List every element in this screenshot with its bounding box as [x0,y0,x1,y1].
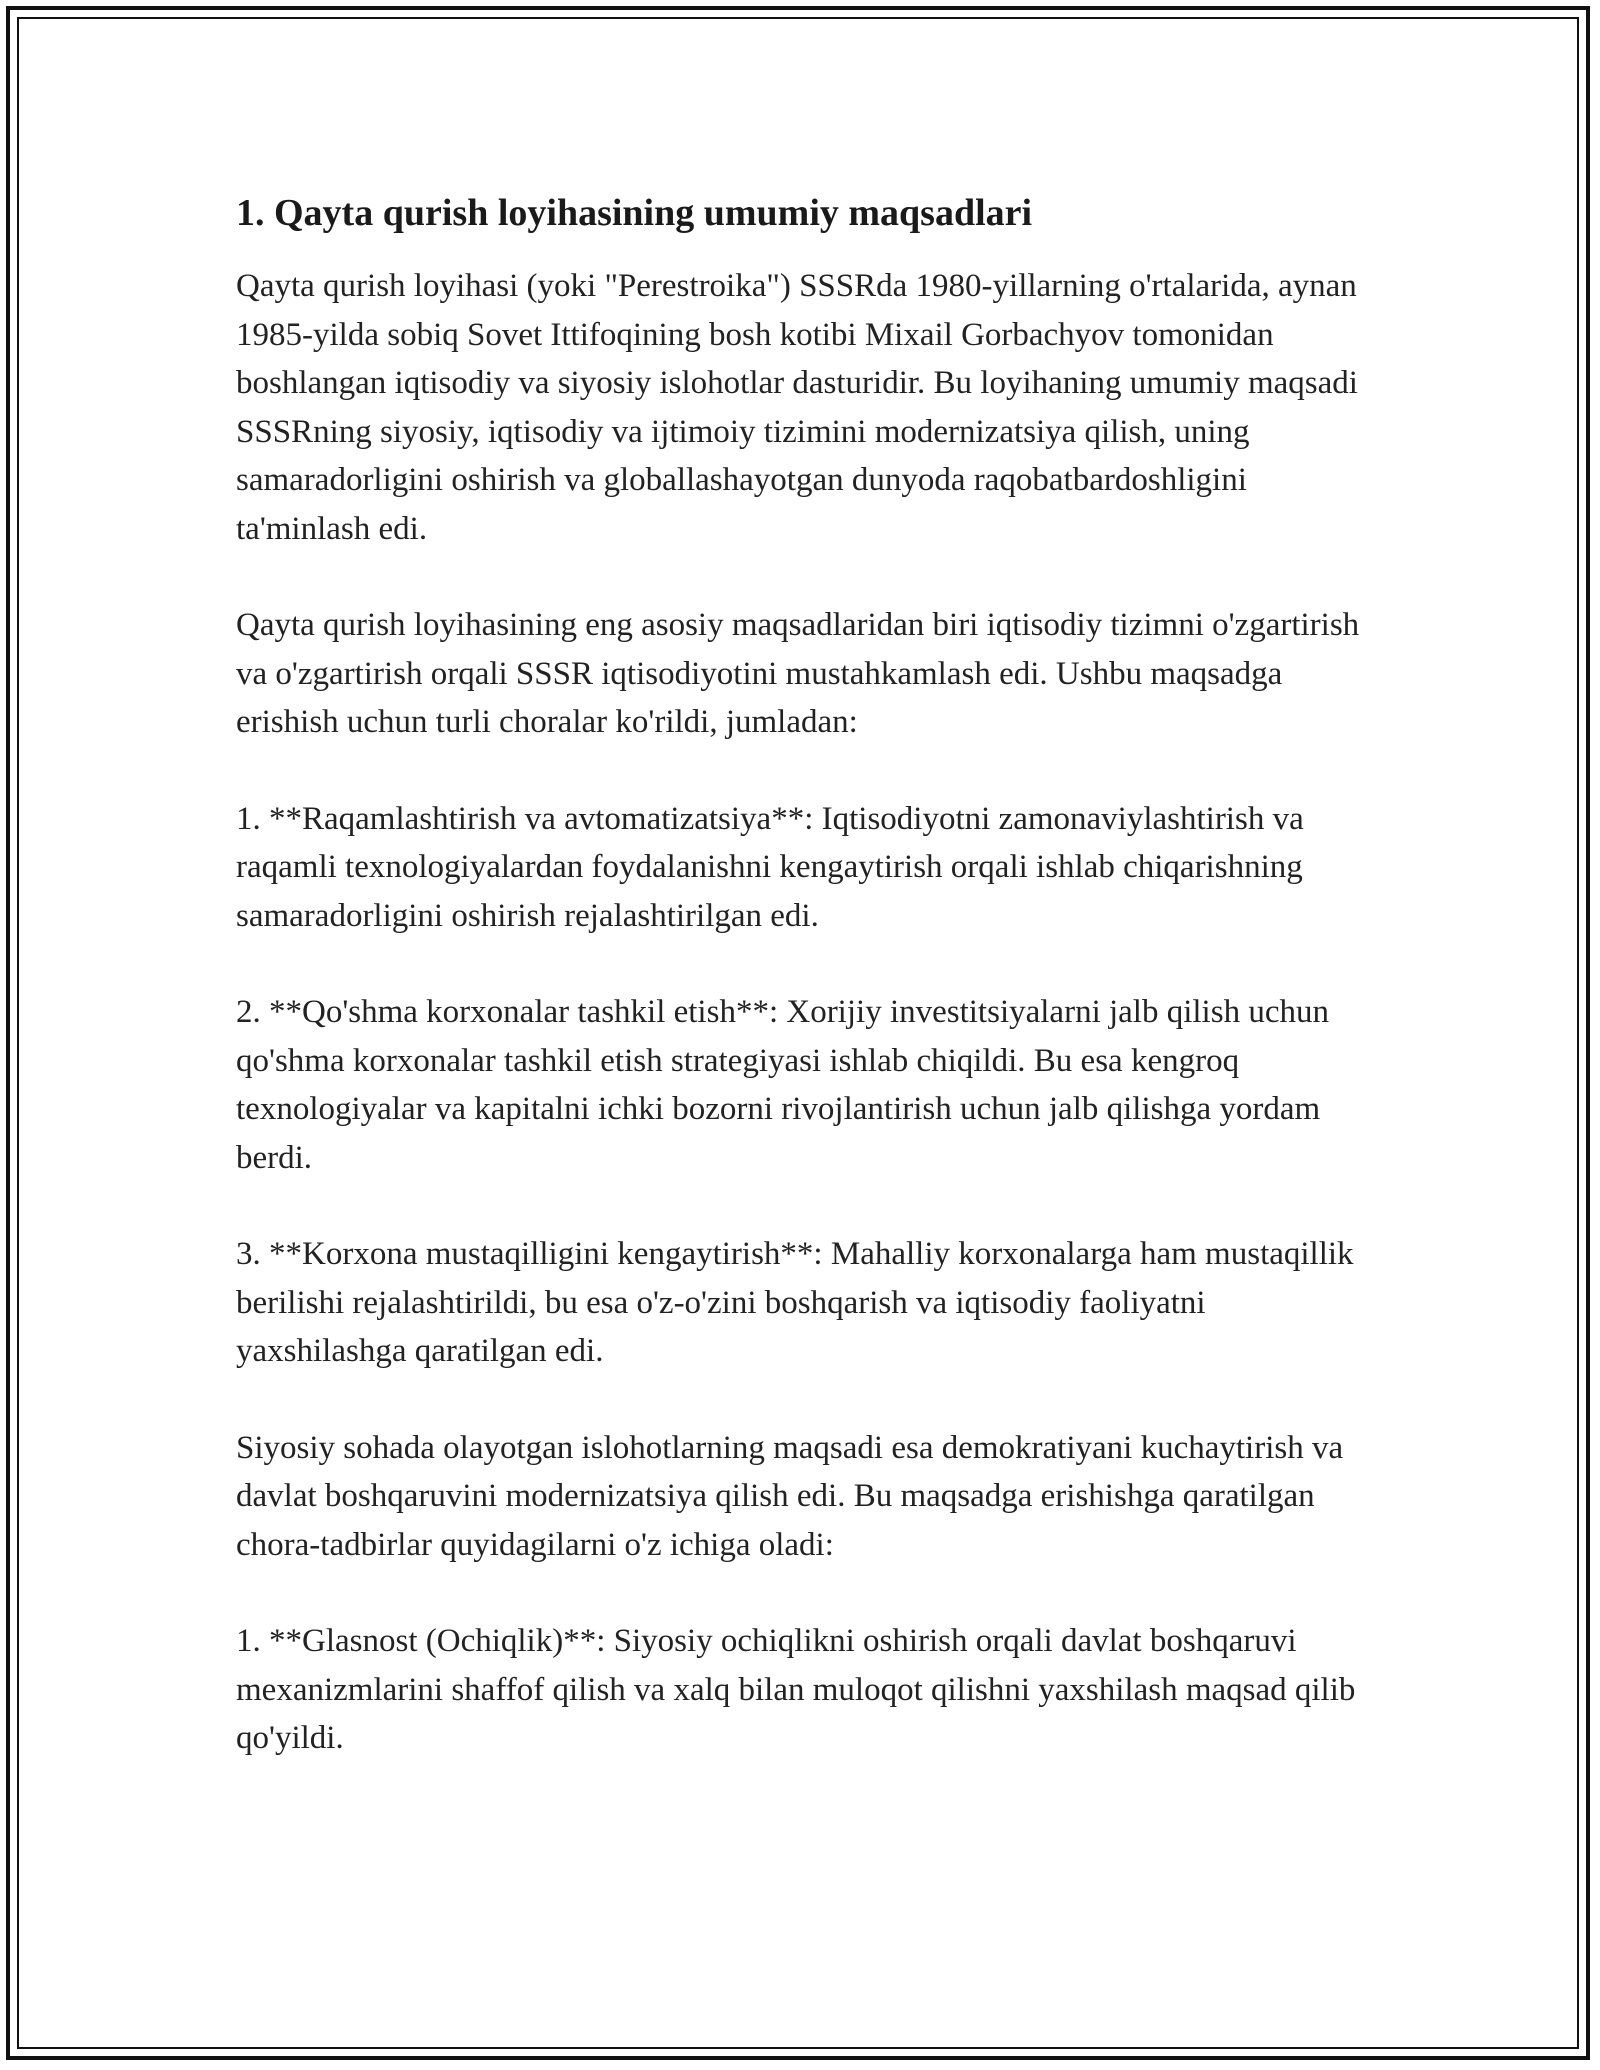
paragraph-political-goals: Siyosiy sohada olayotgan islohotlarning maqsadi esa demokratiyani kuchaytirish va davlat boshqaruvini modernizatsiya qilish edi. Bu maqsadga erishishga qaratilgan chora-tadbirlar quyidagilarni o'z ichiga oladi: [236,1429,1344,1563]
document-heading: 1. Qayta qurish loyihasining umumiy maqsadlari [236,192,1033,234]
paragraph-economic-goals: Qayta qurish loyihasining eng asosiy maqsadlaridan biri iqtisodiy tizimni o'zgartirish va o'zgartirish orqali SSSR iqtisodiyotini mustahkamlash edi. Ushbu maqsadga erishish uchun turli choralar ko'rildi, jumladan: [236,607,1360,740]
document-body [236,186,1366,1811]
list-item-digitalization: 1. **Raqamlashtirish va avtomatizatsiya**: Iqtisodiyotni zamonaviylashtirish va raqamli texnologiyalardan foydalanishni kengaytirish orqali ishlab chiqarishning samaradorligini oshirish rejalashtirilgan edi. [236,800,1304,934]
list-item-joint-ventures: 2. **Qo'shma korxonalar tashkil etish**: Xorijiy investitsiyalarni jalb qilish uchun qo'shma korxonalar tashkil etish strategiyasi ishlab chiqildi. Bu esa kengroq texnologiyalar va kapitalni ichki bozorni rivojlantirish uchun jalb qilishga yordam berdi. [236,994,1329,1176]
list-item-glasnost: 1. **Glasnost (Ochiqlik)**: Siyosiy ochiqlikni oshirish orqali davlat boshqaruvi mexanizmlarini shaffof qilish va xalq bilan muloqot qilishni yaxshilash maqsad qilib qo'yildi. [236,1623,1356,1756]
paragraph-intro: Qayta qurish loyihasi (yoki "Perestroika") SSSRda 1980-yillarning o'rtalarida, aynan 1985-yilda sobiq Sovet Ittifoqining bosh kotibi Mixail Gorbachyov tomonidan boshlangan iqtisodiy va siyosiy islohotlar dasturidir. Bu loyihaning umumiy maqsadi SSSRning siyosiy, iqtisodiy va ijtimoiy tizimini modernizatsiya qilish, uning samaradorligini oshirish va globallashayotgan dunyoda raqobatbardoshligini ta'minlash edi. [236,268,1358,547]
list-item-enterprise-independence: 3. **Korxona mustaqilligini kengaytirish**: Mahalliy korxonalarga ham mustaqillik berilishi rejalashtirildi, bu esa o'z-o'zini boshqarish va iqtisodiy faoliyatni yaxshilashga qaratilgan edi. [236,1236,1354,1369]
